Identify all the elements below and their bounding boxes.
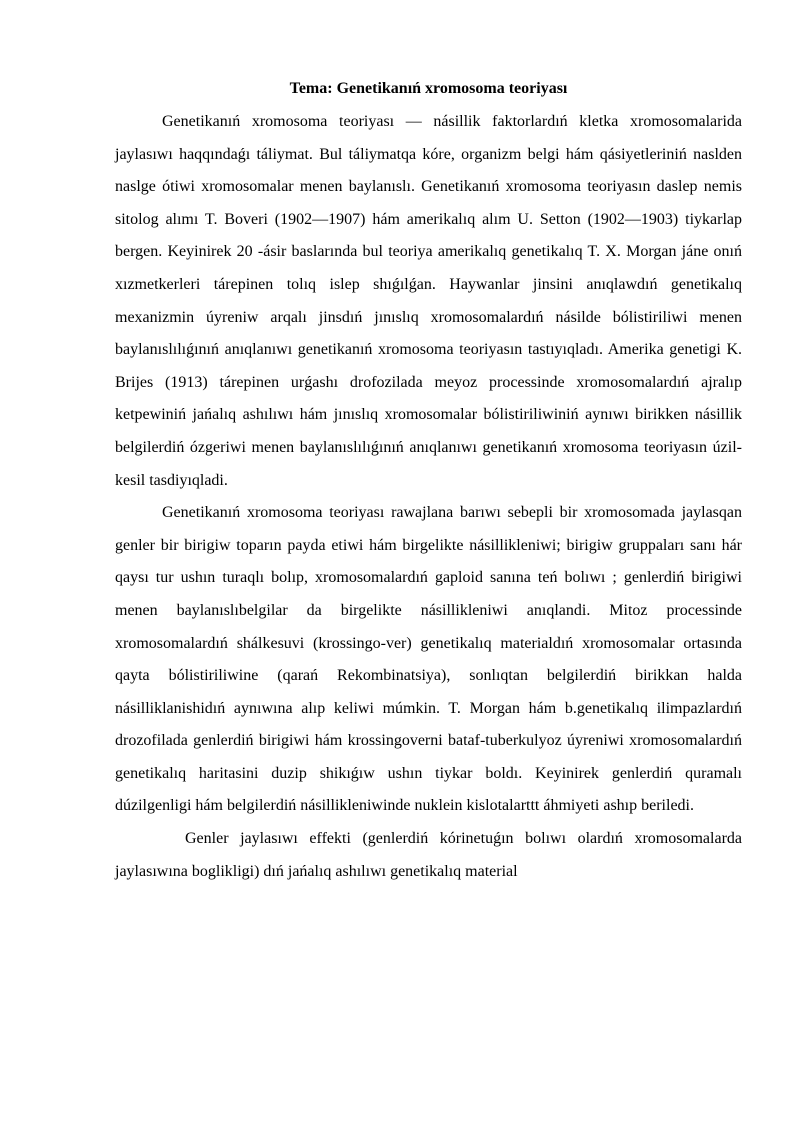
paragraph-chromosome-theory-history: Genetikanıń xromosoma teoriyası — násillik faktorlardıń kletka xromosomalarida jaylasıwı haqqındaǵı táliymat. Bul táliymatqa kóre, organizm belgi hám qásiyetleriniń naslden naslge ótiwi xromosomalar menen baylanıslı. Genetikanıń xromosoma teoriyasın daslep nemis sitolog alımı T. Boveri (1902—1907) hám amerikalıq alım U. Setton (1902—1903) tiykarlap bergen. Keyinirek 20 -ásir baslarında bul teoriya amerikalıq genetikalıq T. X. Morgan jáne onıń xızmetkerleri tárepinen tolıq islep shıǵılǵan. Haywanlar jinsini anıqlawdıń genetikalıq mexanizmin úyreniw arqalı jinsdıń jınıslıq xromosomalardıń násilde bólistiriliwi menen baylanıslılıǵınıń anıqlanıwı genetikanıń xromosoma teoriyasın tastıyıqladı. Amerika genetigi K. Brijes (1913) tárepinen urǵashı drofozilada meyoz processinde xromosomalardıń ajralıp ketpewiniń jańalıq ashılıwı hám jınıslıq xromosomalar bólistiriliwiniń aynıwı birikken násillik belgilerdiń ózgeriwi menen baylanıslılıǵınıń anıqlanıwı genetikanıń xromosoma teoriyasın úzil-kesil tasdiyıqladi.: [115, 113, 742, 489]
document-body: [115, 76, 742, 888]
paragraph-theory-development: Genetikanıń xromosoma teoriyası rawajlana barıwı sebepli bir xromosomada jaylasqan genler bir birigiw toparın payda etiwi hám birgelikte násillikleniwi; birigiw gruppaları sanı hár qaysı tur ushın turaqlı bolıp, xromosomalardıń gaploid sanına teń bolıwı ; genlerdiń birigiwi menen baylanıslıbelgilar da birgelikte násillikleniwi anıqlandi. Mitoz processinde xromosomalardıń shálkesuvi (krossingo-ver) genetikalıq materialdıń xromosomalar ortasında qayta bólistiriliwine (qarań Rekombinatsiya), sonlıqtan belgilerdiń birikkan halda násilliklanishidıń aynıwına alıp keliwi múmkin. T. Morgan hám b.genetikalıq ilimpazlardıń drozofilada genlerdiń birigiwi hám krossingoverni bataf-tuberkulyoz úyreniwi xromosomalardıń genetikalıq haritasini duzip shikıǵıw ushın tiykar boldı. Keyinirek genlerdiń quramalı dúzilgenligi hám belgilerdiń násillikleniwinde nuklein kislotalarttt áhmiyeti ashıp beriledi.: [115, 504, 742, 815]
paragraph-gene-position-effect: Genler jaylasıwı effekti (genlerdiń kórinetuǵın bolıwı olardıń xromosomalarda jaylasıwına boglikligi) dıń jańalıq ashılıwı genetikalıq material: [115, 830, 742, 880]
document-title: Tema: Genetikanıń xromosoma teoriyası: [289, 80, 568, 97]
